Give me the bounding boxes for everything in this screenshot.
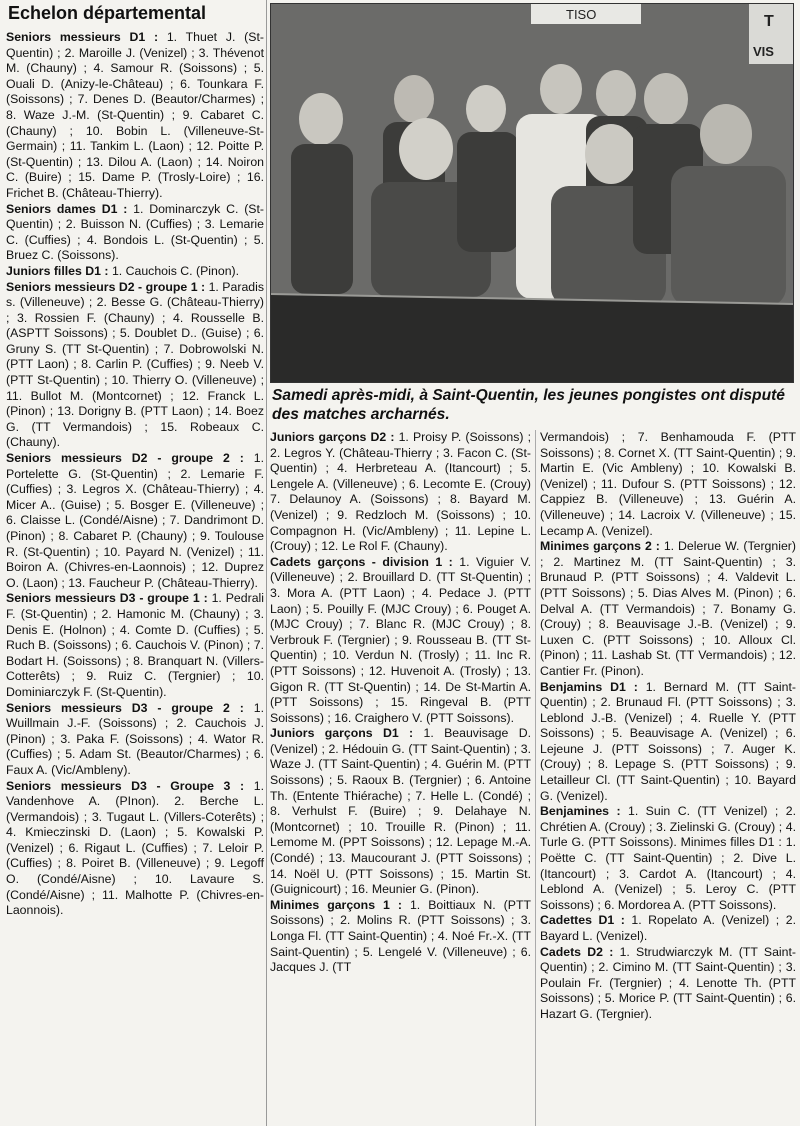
column-rule-right	[535, 430, 536, 1126]
category-results: 1. Wuillmain J.-F. (Soissons) ; 2. Cauchois J. (Pinon) ; 3. Paka F. (Soissons) ; 4. Wator R. (Cuffies) ; 5. Adam St. (Beautor/Charmes) ; 6. Faux A. (Vic/Ambleny).	[6, 700, 264, 777]
result-entry	[270, 726, 531, 898]
column-rule-left	[266, 0, 267, 1126]
category-results: 1. Suin C. (TT Venizel) ; 2. Chrétien A. (Crouy) ; 3. Zielinski G. (Crouy) ; 4. Turle G. (PTT Soissons). Minimes filles D1 : 1. Poëtte C. (TT Saint-Quentin) ; 2. Dive L. (Itancourt) ; 3. Cardot A. (Itancourt) ; 4. Leblond A. (Venizel) ; 5. Leroy C. (PTT Soissons) ; 6. Mordorea A. (PTT Soissons).	[540, 804, 796, 912]
result-entry	[6, 451, 264, 591]
category-results: 1. Vandenhove A. (PInon). 2. Berche L. (Vermandois) ; 3. Tugaut L. (Villers-Coterêts) ; 4. Kmieczinski D. (Laon) ; 5. Kowalski P. (Venizel) ; 6. Rigaut L. (Cuffies) ; 7. Leloir P. (Cuffies) ; 8. Poiret B. (Villeneuve) ; 9. Legoff O. (Condé/Aisne) ; 10. Lavaure S. (Condé/Aisne) ; 11. Malhotte P. (Chivres-en-Laonnois).	[6, 778, 264, 918]
category-title: Benjamins D1 :	[540, 679, 638, 694]
category-results: 1. Dominarczyk C. (St-Quentin) ; 2. Buisson N. (Cuffies) ; 3. Lemarie C. (Cuffies) ; 4. Bondois L. (St-Quentin) ; 5. Bruez C. (Soissons).	[6, 201, 264, 263]
results-column-2	[270, 430, 531, 976]
result-entry	[540, 539, 796, 679]
result-entry	[6, 264, 264, 280]
results-column-3	[540, 430, 796, 1023]
result-entry	[540, 430, 796, 539]
result-entry	[6, 591, 264, 700]
category-results: Vermandois) ; 7. Benhamouda F. (PTT Soissons) ; 8. Cornet X. (TT Saint-Quentin) ; 9. Martin E. (Vic Ambleny) ; 10. Kowalski B. (Venizel) ; 11. Dufour S. (PTT Soissons) ; 12. Cappiez B. (Villeneuve) ; 13. Guérin A. (Villeneuve) ; 14. Lacroix V. (Villeneuve) ; 15. Lecamp A. (Venizel).	[540, 430, 796, 538]
category-results: 1. Pedrali F. (St-Quentin) ; 2. Hamonic M. (Chauny) ; 3. Denis E. (Holnon) ; 4. Comte D. (Cuffies) ; 5. Ruch B. (Soissons) ; 6. Cauchois V. (Pinon) ; 7. Bodart H. (Soissons) ; 8. Branquart N. (Villers-Cotterêts) ; 9. Ruiz C. (Tergnier) ; 10. Dominiarczyk F. (St-Quentin).	[6, 591, 264, 699]
result-entry	[270, 898, 531, 976]
photo-banner-text: TISO	[566, 7, 597, 22]
result-entry	[270, 430, 531, 555]
result-entry	[6, 202, 264, 264]
category-title: Cadets D2 :	[540, 944, 614, 959]
result-entry	[540, 913, 796, 944]
category-title: Cadettes D1 :	[540, 913, 625, 928]
result-entry	[540, 680, 796, 805]
category-title: Seniors messieurs D3 - Groupe 3 :	[6, 778, 245, 793]
category-results: 1. Strudwiarczyk M. (TT Saint-Quentin) ; 2. Cimino M. (TT Saint-Quentin) ; 3. Poulain Fr. (Tergnier) ; 4. Lenotte Th. (PTT Soissons) ; 5. Morice P. (TT Saint-Quentin) ; 6. Hazart G. (Tergnier).	[540, 944, 796, 1021]
category-results: 1. Beauvisage D. (Venizel) ; 2. Hédouin G. (TT Saint-Quentin) ; 3. Waze J. (TT Saint-Quentin) ; 4. Guérin M. (PTT Soissons) ; 5. Raoux B. (Tergnier) ; 6. Antoine Th. (Entente Thiérache) ; 7. Helle L. (Condé) ; 8. Verhulst F. (Buire) ; 9. Delahaye N. (Montcornet) ; 10. Trouille R. (Pinon) ; 11. Lemome M. (PPT Soissons) ; 12. Lepage M.-A. (Condé) ; 13. Maucourant J. (PTT Soissons) ; 14. Noël U. (PTT Soissons) ; 15. Martin St. (Guignicourt) ; 16. Meunier G. (Pinon).	[270, 726, 531, 897]
category-title: Seniors messieurs D3 - groupe 1 :	[6, 591, 208, 606]
category-title: Minimes garçons 2 :	[540, 539, 660, 554]
result-entry	[270, 555, 531, 727]
category-results: 1. Portelette G. (St-Quentin) ; 2. Lemarie F. (Cuffies) ; 3. Legros X. (Château-Thierry) ; 4. Micer A.. (Guise) ; 5. Bosger E. (Villeneuve) ; 6. Claisse L. (Condé/Aisne) ; 7. Dandrimont D. (Pinon) ; 8. Cabaret P. (Chauny) ; 9. Toulouse R. (St-Quentin) ; 10. Payard N. (Venizel) ; 11. Boiron A. (Chivres-en-Laonnois) ; 12. Duprez O. (Laon) ; 13. Faucheur P. (Château-Thierry).	[6, 451, 264, 590]
category-results: 1. Paradis s. (Villeneuve) ; 2. Besse G. (Château-Thierry) ; 3. Rossien F. (Chauny) ; 4. Rousselle B. (ASPTT Soissons) ; 5. Doublet D.. (Guise) ; 6. Gruny S. (TT St-Quentin) ; 7. Dobrowolski N. (PTT Laon) ; 8. Carlin P. (Cuffies) ; 9. Neeb V. (PTT St-Quentin) ; 10. Thierry O. (Villeneuve) ; 11. Bullot M. (Montcornet) ; 12. Franck L. (Pinon) ; 13. Dorigny B. (PTT Laon) ; 14. Boez G. (TT Vermandois) ; 15. Robeaux C. (Chauny).	[6, 279, 265, 450]
category-title: Seniors dames D1 :	[6, 201, 128, 216]
category-results: 1. Ropelato A. (Venizel) ; 2. Bayard L. (Venizel).	[540, 913, 796, 943]
category-title: Cadets garçons - division 1 :	[270, 554, 453, 569]
category-title: Seniors messieurs D2 - groupe 2 :	[6, 451, 244, 466]
category-results: 1. Cauchois C. (Pinon).	[111, 263, 240, 278]
result-entry	[540, 945, 796, 1023]
category-title: Seniors messieurs D1 :	[6, 30, 159, 44]
category-title: Seniors messieurs D3 - groupe 2 :	[6, 700, 244, 715]
category-results: 1. Proisy P. (Soissons) ; 2. Legros Y. (Château-Thierry ; 3. Facon C. (St-Quentin) ; 4. Herbreteau A. (Itancourt) ; 5. Lengele A. (Villeneuve) ; 6. Lecomte E. (Crouy) 7. Delaunoy A. (Soissons) ; 8. Bayard M. (Venizel) ; 9. Redzloch M. (Soissons) ; 10. Compagnon H. (Vic/Ambleny) ; 11. Lepine L. (Crouy) ; 12. Le Rol F. (Chauny).	[270, 430, 531, 554]
category-results: 1. Bernard M. (TT Saint-Quentin) ; 2. Brunaud Fl. (PTT Soissons) ; 3. Leblond J.-B. (Venizel) ; 4. Ruelle Y. (PTT Soissons) ; 5. Beauvisage A. (Venizel) ; 6. Lejeune J. (PTT Soissons) ; 7. Auger K. (Crouy) ; 8. Lepage S. (PTT Soissons) ; 9. Letailleur Cl. (TT Saint-Quentin) ; 10. Bayard G. (Venizel).	[540, 679, 796, 803]
category-results: 1. Viguier V. (Villeneuve) ; 2. Brouillard D. (TT St-Quentin) ; 3. Mora A. (PTT Laon) ; 4. Pedace J. (PTT Laon) ; 5. Pouilly F. (MJC Crouy) ; 6. Pouget A. (MJC Crouy) ; 7. Blanc R. (MJC Crouy) ; 8. Verbrouk F. (Tergnier) ; 9. Rousseau B. (TT St-Quentin) ; 10. Verdun N. (Trosly) ; 11. Inc R. (PTT Soissons) ; 12. Huvenoit A. (Trosly) ; 13. Gigon R. (TT St-Quentin) ; 14. De St-Martin A. (PTT Soissons) ; 15. Ringeval B. (PTT Soissons) ; 16. Craighero V. (PTT Soissons).	[270, 554, 531, 725]
result-entry	[6, 280, 264, 452]
category-title: Juniors garçons D2 :	[270, 430, 395, 444]
result-entry	[6, 701, 264, 779]
category-results: 1. Boittiaux N. (PTT Soissons) ; 2. Molins R. (PTT Soissons) ; 3. Longa Fl. (TT Saint-Quentin) ; 4. Noé Fr.-X. (TT Saint-Quentin) ; 5. Lengelé V. (Villeneuve) ; 6. Jacques J. (TT	[270, 897, 531, 975]
category-title: Juniors filles D1 :	[6, 263, 109, 278]
result-entry	[6, 779, 264, 919]
photo-caption: Samedi après-midi, à Saint-Quentin, les jeunes pongistes ont disputé des matches archarnés.	[272, 387, 785, 423]
photo-side-text-1: T	[764, 13, 774, 30]
category-title: Seniors messieurs D2 - groupe 1 :	[6, 279, 206, 294]
category-results: 1. Thuet J. (St-Quentin) ; 2. Maroille J. (Venizel) ; 3. Thévenot M. (Chauny) ; 4. Samour R. (Soissons) ; 5. Ouali D. (Anizy-le-Château) ; 6. Tounkara F. (Soissons) ; 7. Denes D. (Beautor/Charmes) ; 8. Waze J.-M. (St-Quentin) ; 9. Cabaret C. (Chauny) ; 10. Bobin L. (Villeneuve-St-Germain) ; 11. Tankim L. (Laon) ; 12. Poitte P. (St-Quentin) ; 13. Dilou A. (Laon) ; 14. Noiron C. (Buire) ; 15. Dame P. (Trosly-Loire) ; 16. Frichet B. (Château-Thierry).	[6, 30, 264, 200]
result-entry	[6, 30, 264, 202]
category-title: Minimes garçons 1 :	[270, 897, 402, 912]
category-title: Benjamines :	[540, 804, 621, 819]
section-heading: Echelon départemental	[8, 3, 207, 23]
category-results: 1. Delerue W. (Tergnier) ; 2. Martinez M. (TT Saint-Quentin) ; 3. Brunaud P. (PTT Soissons) ; 4. Valdevit L. (PTT Soissons) ; 5. Dias Alves M. (Pinon) ; 6. Delval A. (TT Vermandois) ; 7. Bonamy G. (Crouy) ; 8. Beauvisage J.-B. (Venizel) ; 9. Luxen C. (PTT Soissons) ; 10. Alloux Cl. (Pinon) ; 11. Lashab St. (TT Vermandois) ; 12. Cantier Fr. (Pinon).	[540, 539, 796, 678]
team-photo	[270, 3, 794, 383]
photo-side-text-2: VIS	[753, 44, 774, 59]
category-title: Juniors garçons D1 :	[270, 726, 414, 741]
photo-illustration	[271, 4, 793, 382]
results-column-1	[6, 30, 264, 919]
result-entry	[540, 804, 796, 913]
